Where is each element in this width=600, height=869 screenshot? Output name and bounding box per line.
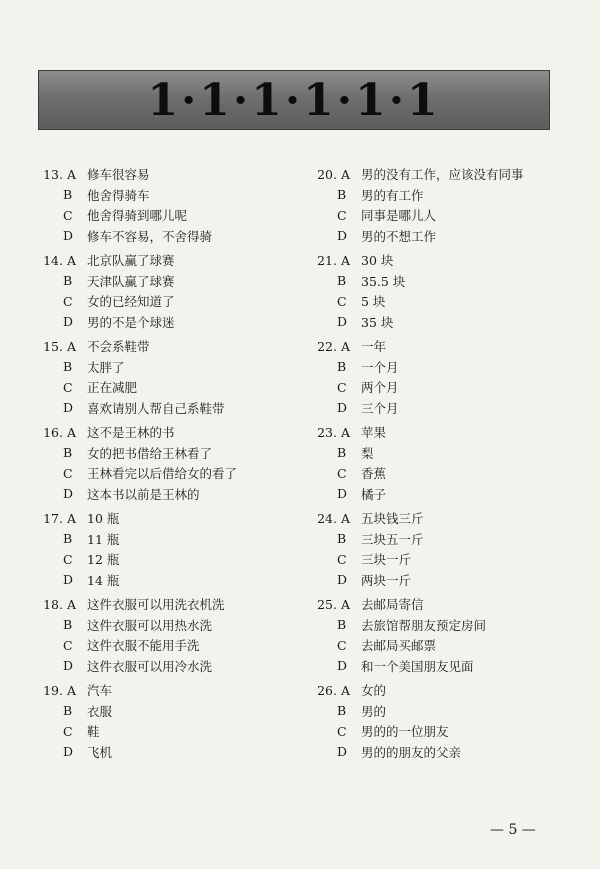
- answer-option: [38, 463, 298, 484]
- answer-option: [38, 226, 298, 247]
- option-letter: B: [63, 187, 73, 203]
- option-text: 30 块: [361, 253, 394, 269]
- option-text: 这不是王林的书: [87, 425, 175, 441]
- option-letter: B: [63, 531, 73, 547]
- question-number: 15.: [43, 338, 63, 354]
- option-text: 三个月: [361, 400, 399, 416]
- answer-option: [312, 508, 572, 529]
- option-letter: B: [337, 445, 347, 461]
- option-letter: B: [337, 703, 347, 719]
- question-item: [38, 336, 298, 422]
- question-item: [312, 250, 572, 336]
- option-text: 两块一斤: [361, 572, 412, 588]
- option-letter: B: [337, 617, 347, 633]
- option-letter: C: [337, 723, 347, 739]
- question-number: 22.: [317, 338, 337, 354]
- option-text: 男的的一位朋友: [361, 724, 449, 740]
- question-item: [38, 680, 298, 766]
- option-text: 12 瓶: [87, 552, 120, 568]
- answer-option: [312, 701, 572, 722]
- option-text: 男的: [361, 703, 387, 719]
- answer-option: [38, 164, 298, 185]
- option-letter: D: [337, 314, 348, 330]
- answer-option: [38, 529, 298, 550]
- answer-option: [312, 680, 572, 701]
- answer-option: [38, 594, 298, 615]
- answer-option: [312, 377, 572, 398]
- answer-option: [38, 271, 298, 292]
- answer-option: [38, 508, 298, 529]
- option-letter: A: [67, 510, 77, 526]
- option-letter: C: [63, 293, 73, 309]
- option-text: 这件衣服可以用洗衣机洗: [87, 597, 225, 613]
- option-letter: D: [337, 228, 348, 244]
- option-letter: A: [67, 596, 77, 612]
- option-letter: B: [337, 187, 347, 203]
- option-text: 一年: [361, 339, 387, 355]
- option-text: 10 瓶: [87, 511, 120, 527]
- option-letter: C: [337, 207, 347, 223]
- option-letter: A: [67, 166, 77, 182]
- option-text: 王林看完以后借给女的看了: [87, 466, 238, 482]
- option-letter: D: [337, 744, 348, 760]
- option-letter: D: [337, 400, 348, 416]
- question-item: [312, 422, 572, 508]
- option-letter: C: [63, 465, 73, 481]
- option-text: 同事是哪儿人: [361, 208, 437, 224]
- option-text: 修车不容易，不舍得骑: [87, 228, 213, 244]
- option-text: 去旅馆帮朋友预定房间: [361, 617, 487, 633]
- question-number: 26.: [317, 682, 337, 698]
- answer-option: [312, 656, 572, 677]
- question-number: 19.: [43, 682, 63, 698]
- option-letter: D: [337, 658, 348, 674]
- question-item: [312, 680, 572, 766]
- option-text: 衣服: [87, 703, 113, 719]
- question-number: 25.: [317, 596, 337, 612]
- option-letter: D: [63, 314, 74, 330]
- option-text: 14 瓶: [87, 572, 120, 588]
- answer-option: [312, 357, 572, 378]
- answer-option: [312, 529, 572, 550]
- page-number: — 5 —: [490, 822, 536, 838]
- option-letter: C: [63, 207, 73, 223]
- option-text: 天津队赢了球赛: [87, 273, 175, 289]
- option-text: 一个月: [361, 359, 399, 375]
- answer-option: [38, 377, 298, 398]
- question-item: [38, 250, 298, 336]
- question-number: 23.: [317, 424, 337, 440]
- option-text: 太胖了: [87, 359, 125, 375]
- option-text: 北京队赢了球赛: [87, 253, 175, 269]
- answer-option: [38, 291, 298, 312]
- question-number: 20.: [317, 166, 337, 182]
- answer-option: [312, 398, 572, 419]
- answer-option: [38, 357, 298, 378]
- option-letter: D: [63, 658, 74, 674]
- option-letter: A: [341, 166, 351, 182]
- question-column-left: [38, 164, 298, 766]
- answer-option: [312, 291, 572, 312]
- answer-option: [38, 549, 298, 570]
- option-letter: C: [337, 637, 347, 653]
- option-letter: D: [337, 486, 348, 502]
- answer-option: [312, 615, 572, 636]
- answer-option: [312, 484, 572, 505]
- option-letter: D: [63, 400, 74, 416]
- answer-option: [38, 312, 298, 333]
- option-letter: A: [341, 252, 351, 268]
- option-text: 他舍得骑车: [87, 187, 150, 203]
- option-text: 香蕉: [361, 466, 387, 482]
- question-number: 14.: [43, 252, 63, 268]
- option-text: 11 瓶: [87, 531, 120, 547]
- option-text: 修车很容易: [87, 167, 150, 183]
- banner-title: 1·1·1·1·1·1: [147, 75, 441, 126]
- answer-option: [38, 656, 298, 677]
- question-item: [312, 594, 572, 680]
- answer-option: [38, 680, 298, 701]
- question-number: 17.: [43, 510, 63, 526]
- answer-option: [312, 312, 572, 333]
- question-number: 24.: [317, 510, 337, 526]
- question-item: [312, 164, 572, 250]
- option-letter: D: [63, 572, 74, 588]
- option-text: 苹果: [361, 425, 387, 441]
- option-letter: C: [337, 551, 347, 567]
- answer-option: [38, 701, 298, 722]
- question-item: [38, 164, 298, 250]
- option-letter: B: [63, 703, 73, 719]
- option-text: 五块钱三斤: [361, 511, 424, 527]
- section-banner: [38, 70, 550, 130]
- question-number: 16.: [43, 424, 63, 440]
- question-number: 21.: [317, 252, 337, 268]
- question-item: [38, 508, 298, 594]
- option-letter: B: [63, 359, 73, 375]
- option-text: 三块五一斤: [361, 531, 424, 547]
- option-letter: C: [337, 293, 347, 309]
- option-letter: B: [63, 273, 73, 289]
- answer-option: [38, 250, 298, 271]
- question-item: [38, 422, 298, 508]
- option-text: 飞机: [87, 744, 113, 760]
- option-text: 两个月: [361, 380, 399, 396]
- option-text: 鞋: [87, 724, 100, 740]
- answer-option: [312, 185, 572, 206]
- option-text: 男的不想工作: [361, 228, 437, 244]
- option-text: 35 块: [361, 314, 394, 330]
- option-letter: D: [337, 572, 348, 588]
- answer-option: [312, 742, 572, 763]
- option-text: 汽车: [87, 683, 113, 699]
- option-text: 女的把书借给王林看了: [87, 445, 213, 461]
- option-text: 正在减肥: [87, 380, 138, 396]
- answer-option: [38, 185, 298, 206]
- option-letter: A: [341, 424, 351, 440]
- option-letter: A: [341, 682, 351, 698]
- option-text: 这件衣服不能用手洗: [87, 638, 200, 654]
- option-letter: C: [63, 637, 73, 653]
- option-letter: C: [337, 465, 347, 481]
- option-text: 男的没有工作，应该没有同事: [361, 167, 524, 183]
- option-text: 女的已经知道了: [87, 294, 175, 310]
- option-letter: C: [63, 379, 73, 395]
- answer-option: [38, 422, 298, 443]
- option-letter: D: [63, 228, 74, 244]
- option-letter: A: [341, 338, 351, 354]
- answer-option: [312, 205, 572, 226]
- answer-option: [312, 443, 572, 464]
- option-letter: B: [337, 531, 347, 547]
- option-text: 35.5 块: [361, 273, 406, 289]
- option-text: 男的有工作: [361, 187, 424, 203]
- option-letter: A: [341, 596, 351, 612]
- answer-option: [38, 443, 298, 464]
- option-text: 男的的朋友的父亲: [361, 744, 462, 760]
- option-text: 这本书以前是王林的: [87, 486, 200, 502]
- option-text: 去邮局买邮票: [361, 638, 437, 654]
- option-letter: A: [67, 252, 77, 268]
- option-letter: B: [337, 359, 347, 375]
- option-letter: A: [341, 510, 351, 526]
- answer-option: [312, 635, 572, 656]
- question-item: [312, 336, 572, 422]
- answer-option: [38, 205, 298, 226]
- answer-option: [38, 484, 298, 505]
- answer-option: [312, 226, 572, 247]
- question-number: 18.: [43, 596, 63, 612]
- option-text: 喜欢请别人帮自己系鞋带: [87, 400, 225, 416]
- option-letter: A: [67, 424, 77, 440]
- option-text: 橘子: [361, 486, 387, 502]
- option-letter: A: [67, 682, 77, 698]
- answer-option: [312, 250, 572, 271]
- answer-option: [38, 398, 298, 419]
- answer-option: [38, 635, 298, 656]
- option-text: 这件衣服可以用冷水洗: [87, 658, 213, 674]
- option-letter: B: [337, 273, 347, 289]
- question-number: 13.: [43, 166, 63, 182]
- answer-option: [38, 721, 298, 742]
- answer-option: [312, 271, 572, 292]
- answer-option: [38, 742, 298, 763]
- option-text: 女的: [361, 683, 387, 699]
- answer-option: [312, 549, 572, 570]
- option-text: 梨: [361, 445, 374, 461]
- option-letter: C: [63, 723, 73, 739]
- question-item: [38, 594, 298, 680]
- answer-option: [38, 615, 298, 636]
- option-letter: D: [63, 486, 74, 502]
- option-text: 去邮局寄信: [361, 597, 424, 613]
- answer-option: [312, 336, 572, 357]
- option-letter: A: [67, 338, 77, 354]
- option-letter: D: [63, 744, 74, 760]
- answer-option: [312, 164, 572, 185]
- option-text: 5 块: [361, 294, 386, 310]
- answer-option: [38, 570, 298, 591]
- answer-option: [38, 336, 298, 357]
- option-text: 他舍得骑到哪儿呢: [87, 208, 188, 224]
- question-column-right: [312, 164, 572, 766]
- answer-option: [312, 422, 572, 443]
- answer-option: [312, 570, 572, 591]
- option-letter: B: [63, 617, 73, 633]
- option-text: 不会系鞋带: [87, 339, 150, 355]
- option-text: 这件衣服可以用热水洗: [87, 617, 213, 633]
- question-item: [312, 508, 572, 594]
- answer-option: [312, 594, 572, 615]
- option-letter: C: [63, 551, 73, 567]
- answer-option: [312, 463, 572, 484]
- option-letter: B: [63, 445, 73, 461]
- option-text: 三块一斤: [361, 552, 412, 568]
- option-letter: C: [337, 379, 347, 395]
- option-text: 和一个美国朋友见面: [361, 658, 474, 674]
- option-text: 男的不是个球迷: [87, 314, 175, 330]
- answer-option: [312, 721, 572, 742]
